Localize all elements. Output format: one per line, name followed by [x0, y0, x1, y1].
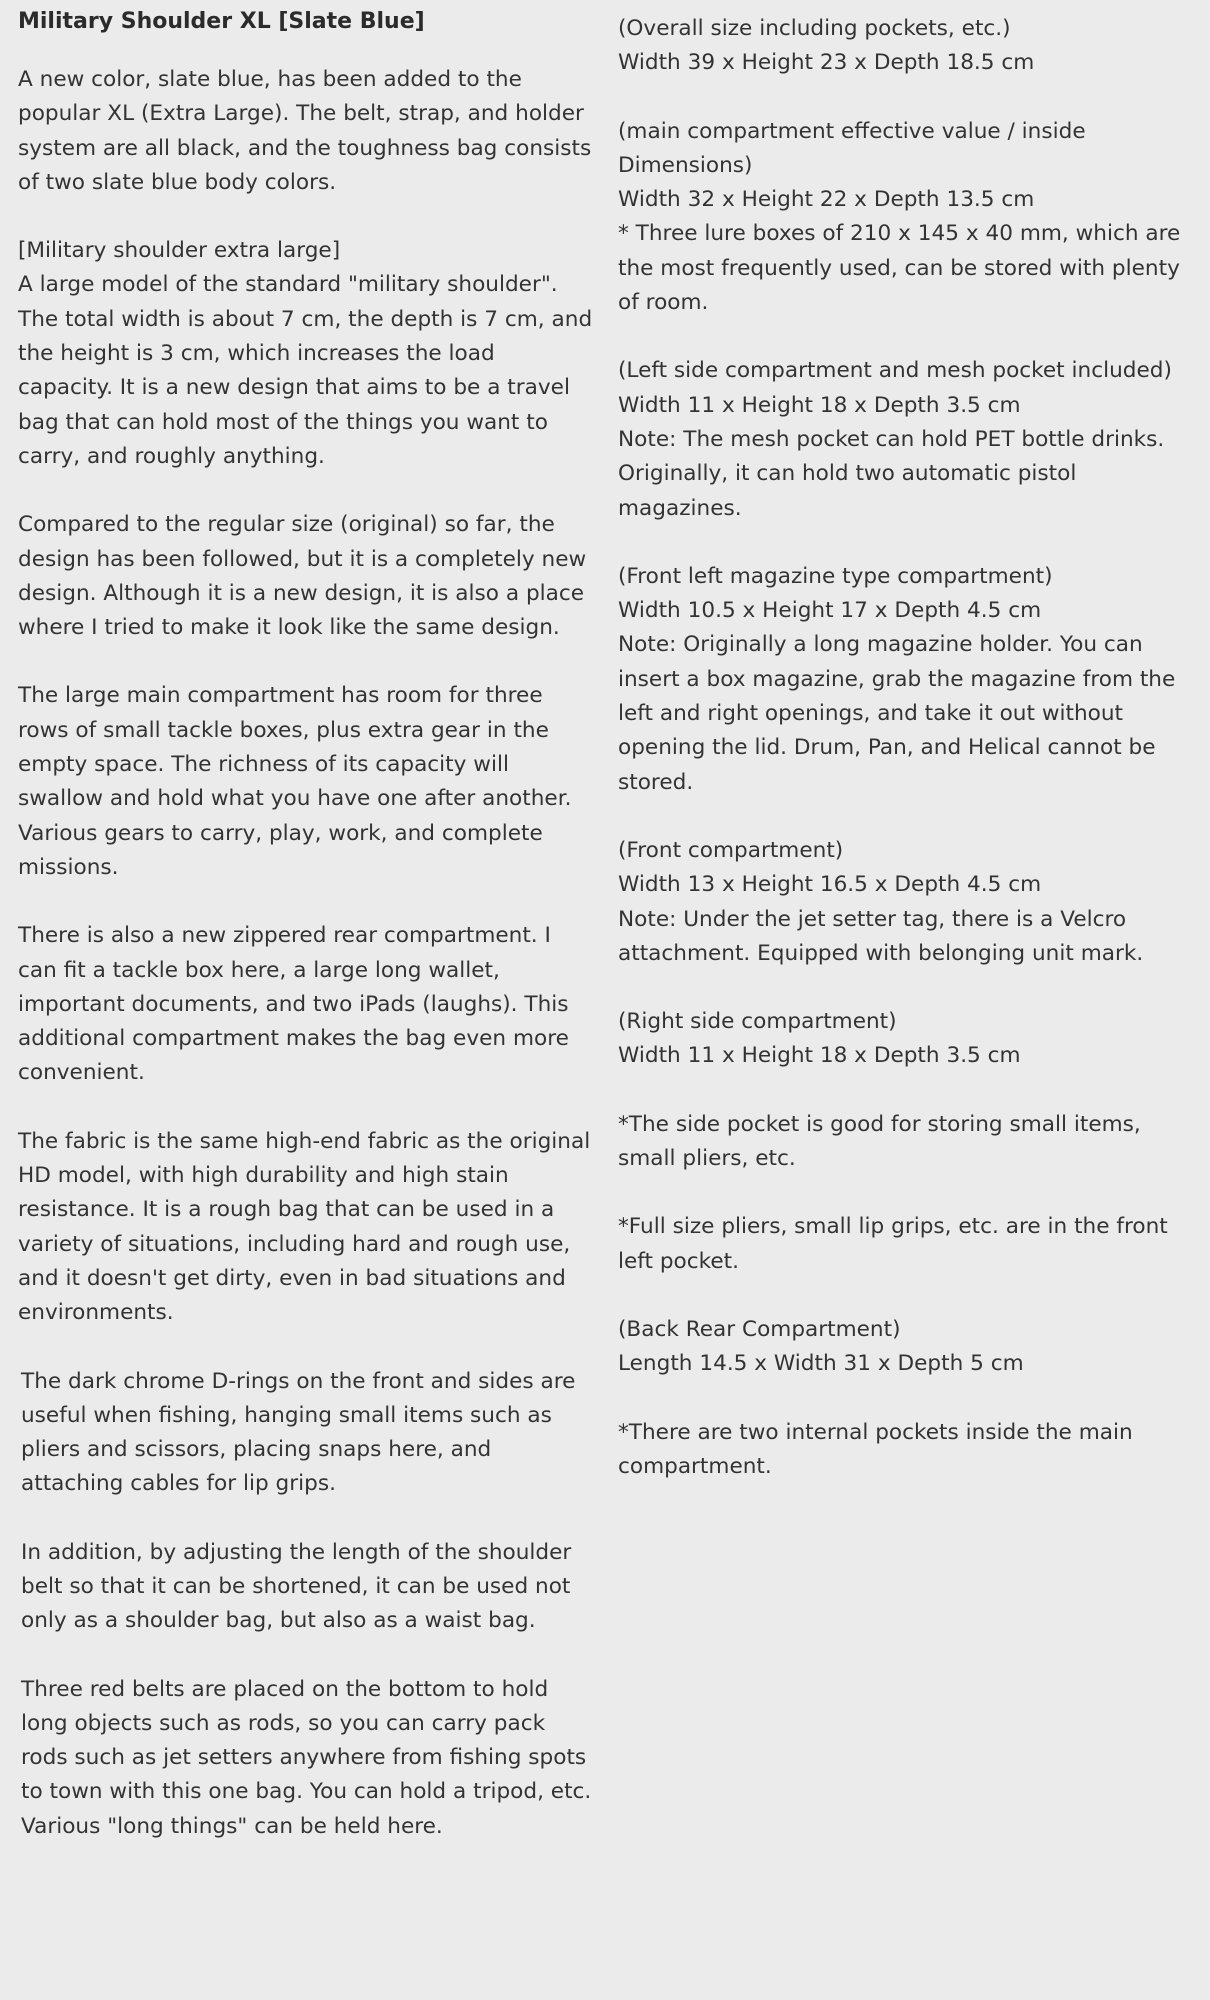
spec-heading: (Left side compartment and mesh pocket included)	[618, 358, 1172, 384]
main-compartment-paragraph: The large main compartment has room for three rows of small tackle boxes, plus extra gear in the empty space. The richness of its capacity will swallow and hold what you have one after another. Various gears to carry, play, work, and complete missions.	[18, 683, 572, 880]
spec-heading: (Right side compartment)	[618, 1009, 897, 1035]
spec-note: *The side pocket is good for storing small items, small pliers, etc.	[618, 1111, 1141, 1172]
spec-block-internal-pockets-note	[618, 1416, 1198, 1485]
spec-dimensions: Width 11 x Height 18 x Depth 3.5 cm	[618, 392, 1021, 418]
spec-note: * Three lure boxes of 210 x 145 x 40 mm, which are the most frequently used, can be stored with plenty of room.	[618, 221, 1181, 316]
spec-dimensions: Width 10.5 x Height 17 x Depth 4.5 cm	[618, 598, 1042, 624]
spec-dimensions: Width 39 x Height 23 x Depth 18.5 cm	[618, 50, 1035, 76]
shoulder-belt-paragraph: In addition, by adjusting the length of the shoulder belt so that it can be shortened, it can be used not only as a shoulder bag, but also as a waist bag.	[21, 1539, 572, 1634]
spec-block-side-pocket-note	[618, 1108, 1198, 1177]
spec-note: Note: Under the jet setter tag, there is a Velcro attachment. Equipped with belonging unit mark.	[618, 906, 1144, 966]
spec-block-overall	[618, 12, 1198, 81]
spec-block-right-side	[618, 1005, 1198, 1074]
spec-heading: (main compartment effective value / inside Dimensions)	[618, 118, 1086, 178]
d-rings-paragraph: The dark chrome D-rings on the front and sides are useful when fishing, hanging small items such as pliers and scissors, placing snaps here, and attaching cables for lip grips.	[21, 1368, 576, 1497]
spec-dimensions: Width 11 x Height 18 x Depth 3.5 cm	[618, 1043, 1021, 1069]
spec-dimensions: Width 32 x Height 22 x Depth 13.5 cm	[618, 187, 1035, 213]
spec-note: *Full size pliers, small lip grips, etc. are in the front left pocket.	[618, 1214, 1168, 1274]
description-column	[18, 0, 594, 1878]
spec-note: Note: Originally a long magazine holder. You can insert a box magazine, grab the magazine from the left and right openings, and take it out without opening the lid. Drum, Pan, and Helical cannot be stored.	[618, 632, 1176, 795]
rear-compartment-paragraph: There is also a new zippered rear compartment. I can fit a tackle box here, a large long wallet, important documents, and two iPads (laughs). This additional compartment makes the bag even more convenient.	[18, 923, 569, 1086]
overview-paragraph	[18, 234, 594, 474]
spec-block-front-pocket-note	[618, 1210, 1198, 1279]
product-title: Military Shoulder XL [Slate Blue]	[18, 9, 425, 34]
design-paragraph: Compared to the regular size (original) so far, the design has been followed, but it is a completely new design. Although it is a new design, it is also a place where I tried to make it look like the same design.	[18, 512, 587, 641]
spec-heading: (Front left magazine type compartment)	[618, 563, 1053, 589]
spec-block-front	[618, 834, 1198, 971]
spec-block-main-compartment	[618, 115, 1198, 321]
spec-block-left-side	[618, 354, 1198, 525]
overview-body: A large model of the standard "military shoulder". The total width is about 7 cm, the depth is 7 cm, and the height is 3 cm, which increases the load capacity. It is a new design that aims to be a travel bag that can hold most of the things you want to carry, and roughly anything.	[18, 272, 593, 469]
intro-paragraph: A new color, slate blue, has been added to the popular XL (Extra Large). The belt, strap, and holder system are all black, and the toughness bag consists of two slate blue body colors.	[18, 67, 592, 195]
fabric-paragraph: The fabric is the same high-end fabric as the original HD model, with high durability and high stain resistance. It is a rough bag that can be used in a variety of situations, including hard and rough use, and it doesn't get dirty, even in bad situations and environments.	[18, 1128, 591, 1326]
spec-dimensions: Width 13 x Height 16.5 x Depth 4.5 cm	[618, 872, 1042, 898]
spec-note: Note: The mesh pocket can hold PET bottle drinks. Originally, it can hold two automatic pistol magazines.	[618, 426, 1165, 521]
spec-note: *There are two internal pockets inside the main compartment.	[618, 1419, 1133, 1479]
spec-heading: (Back Rear Compartment)	[618, 1316, 901, 1342]
spec-dimensions: Length 14.5 x Width 31 x Depth 5 cm	[618, 1351, 1024, 1377]
red-belts-paragraph: Three red belts are placed on the bottom to hold long objects such as rods, so you can carry pack rods such as jet setters anywhere from fishing spots to town with this one bag. You can hold a tripod, etc. Various "long things" can be held here.	[21, 1676, 592, 1839]
specifications-column	[618, 0, 1198, 1518]
spec-block-back-rear	[618, 1313, 1198, 1382]
spec-heading: (Front compartment)	[618, 837, 844, 863]
overview-heading: [Military shoulder extra large]	[18, 238, 341, 264]
spec-block-front-left	[618, 560, 1198, 800]
spec-heading: (Overall size including pockets, etc.)	[618, 16, 1011, 41]
